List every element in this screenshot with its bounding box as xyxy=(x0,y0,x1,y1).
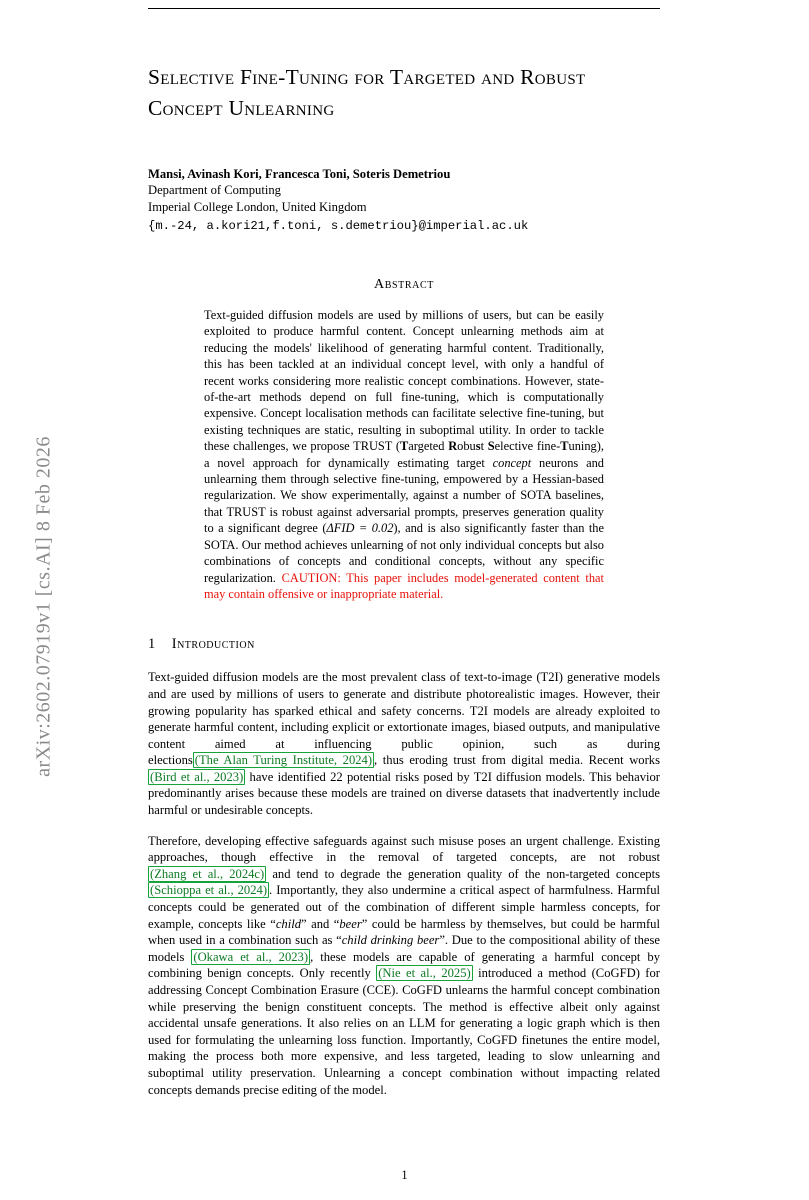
abstract-part-4: ), and is also significantly faster than the SOTA. Our method achieves unlearning of not only individual concepts but also combinations of concepts and conditional concepts, without any specific regularization. xyxy=(204,521,604,585)
intro-p1 xyxy=(148,669,660,818)
arxiv-stamp: arXiv:2602.07919v1 [cs.AI] 8 Feb 2026 xyxy=(32,436,55,777)
abstract-concept-italic: concept xyxy=(492,455,532,470)
citation-link[interactable]: (Nie et al., 2025) xyxy=(378,966,471,981)
citation-link[interactable]: (Bird et al., 2023) xyxy=(150,769,244,784)
paragraph-text: ”. Due to the compositional ability of these models xyxy=(148,933,660,964)
intro-p2 xyxy=(148,833,660,1099)
author-list: Mansi, Avinash Kori, Francesca Toni, Soteris Demetriou xyxy=(148,167,451,181)
citation-link[interactable]: (Schioppa et al., 2024) xyxy=(150,883,268,898)
paragraph-text: ” could be harmless by themselves, but could be harmful when used in a combination such as “ xyxy=(148,916,660,948)
trust-tu: T xyxy=(560,439,569,454)
citation-link[interactable]: (Zhang et al., 2024c) xyxy=(150,866,265,881)
abstract-text xyxy=(204,307,604,602)
trust-se: S xyxy=(487,439,495,454)
section-number: 1 xyxy=(148,636,156,653)
citation-link[interactable]: (Okawa et al., 2023) xyxy=(193,949,309,964)
trust-seg5: uning xyxy=(568,439,597,454)
paragraph-text: . Importantly, they also undermine a critical aspect of harmfulness. Harmful concepts could be generated out of the combination of different simple harmless concepts, for example, concepts like “ xyxy=(148,883,660,931)
affiliation-line-2: Imperial College London, United Kingdom xyxy=(148,200,367,214)
abstract-heading: Abstract xyxy=(374,277,434,292)
trust-seg2: obu xyxy=(457,439,476,454)
page-number: 1 xyxy=(401,1168,408,1182)
page-title: Selective Fine-Tuning for Targeted and Robust Concept Unlearning xyxy=(148,65,586,120)
paper-page xyxy=(148,0,660,1200)
delta-fid-formula: ΔFID = 0.02 xyxy=(326,521,394,536)
paragraph-text: ” and “ xyxy=(301,916,340,931)
abstract-part-2: ), a novel approach for dynamically estimating target xyxy=(204,439,604,470)
citation-link[interactable]: (The Alan Turing Institute, 2024) xyxy=(194,753,373,768)
body-paragraphs xyxy=(148,669,660,1098)
emphasis-text: child drinking beer xyxy=(341,933,440,948)
abstract-part-3: neurons and unlearning them through selective fine-tuning, empowered by a Hessian-based regularization. We show experimentally, against a number of SOTA baselines, that TRUST is robust against adversarial prompts, preserves generation quality to a significant degree ( xyxy=(204,455,604,536)
paragraph-text: have identified 22 potential risks posed by T2I diffusion models. This behavior predominantly arises because these models are trained on diverse datasets that inadvertently include harmful or undesirable concepts. xyxy=(148,769,660,818)
trust-s: s xyxy=(475,439,481,454)
trust-seg4: elective fine- xyxy=(494,439,561,454)
paragraph-text: Therefore, developing effective safeguards against such misuse poses an urgent challenge. Existing approaches, though effective in the removal of targeted concepts, are not robust xyxy=(148,833,660,865)
emphasis-text: child xyxy=(275,916,302,931)
author-email: {m.-24, a.kori21,f.toni, s.demetriou}@imperial.ac.uk xyxy=(148,219,529,233)
trust-r: R xyxy=(448,439,458,454)
paragraph-text: Text-guided diffusion models are the most prevalent class of text-to-image (T2I) generative models and are used by millions of users to generate and distribute photorealistic images. However, their growing popularity has sparked ethical and safety concerns. T2I models are already exploited to generate harmful content, including explicit or extortionate images, biased outputs, and manipulative content aimed at influencing public opinion, such as during elections xyxy=(148,670,660,768)
caution-note: CAUTION: This paper includes model-generated content that may contain offensive or inappropriate material. xyxy=(204,570,605,601)
emphasis-text: beer xyxy=(339,916,362,931)
paragraph-text: , these models are capable of generating a harmful concept by combining benign concepts. Only recently xyxy=(148,949,661,981)
section-title: Introduction xyxy=(171,636,255,653)
paragraph-text: and tend to degrade the generation quality of the non-targeted concepts xyxy=(266,866,660,881)
paragraph-text: introduced a method (CoGFD) for addressing Concept Combination Erasure (CCE). CoGFD unlearns the harmful concept combination while preserving the benign constituent concepts. The method is effective albeit only against accidental unsafe generations. It also relies on an LLM for generating a logic graph which is then used for formulating the unlearning loss function. Importantly, CoGFD finetunes the entire model, making the process both more expensive, and less targeted, leading to slow unlearning and suboptimal utility preservation. Unlearning a concept combination without impacting related concepts demands precise editing of the model. xyxy=(148,966,660,1097)
trust-t1: T xyxy=(399,439,409,454)
paragraph-text: , thus eroding trust from digital media. Recent works xyxy=(374,753,660,768)
affiliation-line-1: Department of Computing xyxy=(148,183,281,197)
trust-seg3: t xyxy=(480,439,488,454)
section-heading xyxy=(148,636,660,653)
abstract-part-1: Text-guided diffusion models are used by millions of users, but can be easily exploited to produce harmful content. Concept unlearning methods aim at reducing the models' likelihood of generating harmful content. Traditionally, this has been tackled at an individual concept level, with only a handful of recent works considering more realistic concept combinations. However, state-of-the-art methods depend on full fine-tuning, which is computationally expensive. Concept localisation methods can facilitate selective fine-tuning, but existing techniques are static, resulting in suboptimal utility. In order to tackle these challenges, we propose TRUST ( xyxy=(204,308,604,454)
trust-seg1: argeted xyxy=(408,439,449,454)
